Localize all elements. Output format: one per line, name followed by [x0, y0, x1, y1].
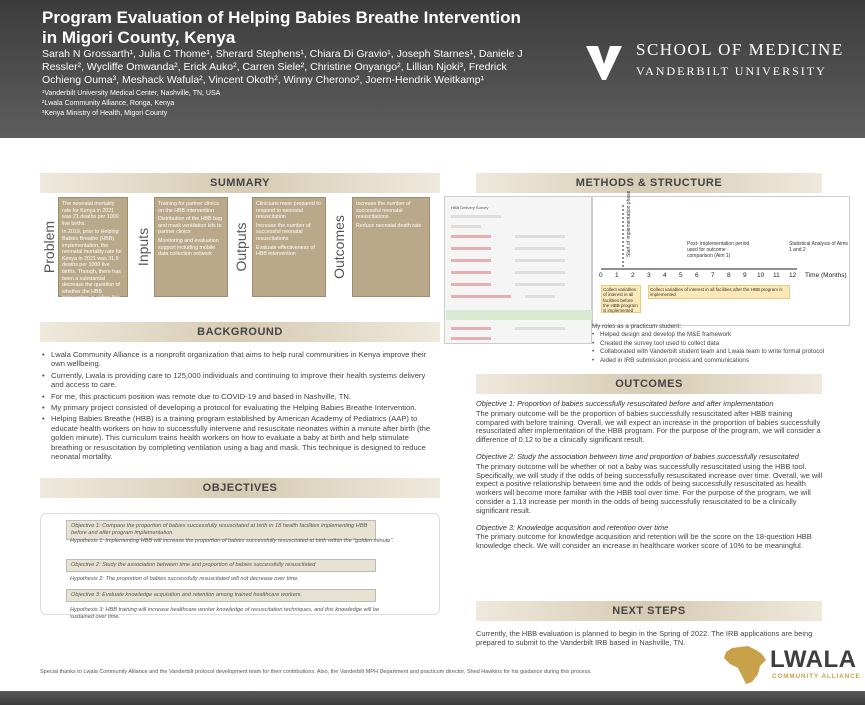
- lwala-subtitle: COMMUNITY ALLIANCE: [772, 673, 861, 680]
- problem-label: Problem: [41, 220, 57, 274]
- oak-leaf-v-icon: [584, 42, 624, 82]
- outcomes-section: [476, 400, 826, 559]
- tick-label: 0: [599, 272, 603, 279]
- affiliation-3: ³Kenya Ministry of Health, Migori County: [42, 110, 168, 117]
- outcome-3-heading: Objective 3: Knowledge acquisition and retention over time: [476, 522, 669, 532]
- tick-label: 7: [711, 272, 715, 279]
- outcomes-box: Increase the number of successful neonatal resuscitations Reduce neonatal death rate: [352, 197, 430, 297]
- outcome-2-heading: Objective 2: Study the association between time and proportion of babies successfully resuscitated: [476, 451, 799, 461]
- tick-label: 6: [695, 272, 699, 279]
- authors-line-1: Sarah N Grossarth¹, Julia C Thome¹, Sherard Stephens¹, Chiara Di Gravio¹, Joseph Starnes¹, Daniele J: [42, 48, 523, 60]
- objectives-heading: OBJECTIVES: [40, 478, 440, 498]
- authors-line-3: Ochieng Ouma³, Meshack Wafula², Vincent Okoth², Winny Cherono², Joern-Hendrik Weitkamp¹: [42, 74, 485, 86]
- tick-label: 5: [679, 272, 683, 279]
- footer-bar: [0, 691, 865, 705]
- survey-screenshot: [444, 196, 592, 344]
- hypothesis-2: Hypothesis 2: The proportion of babies successfully resuscitated will not decrease over time.: [70, 576, 299, 582]
- tick-label: 9: [743, 272, 747, 279]
- lwala-name: LWALA: [770, 646, 857, 673]
- outcomes-label: Outcomes: [331, 215, 347, 279]
- acknowledgements: Special thanks to Lwala Community Alliance and the Vanderbilt protocol development team for their contributions. Also, the Vanderbilt MPH Department and practicum director, Shed Hawkins for his guidance during this process.: [40, 669, 592, 675]
- list-item: • For me, this practicum position was remote due to COVID-19 and based in Nashville, TN.: [42, 392, 432, 401]
- timeline-diagram: [592, 190, 850, 326]
- statistical-analysis-label: Statistical Analysis of Aims 1 and 2: [789, 241, 848, 253]
- affiliation-2: ²Lwala Community Alliance, Ronga, Kenya: [42, 100, 175, 107]
- tick-label: 2: [631, 272, 635, 279]
- title-line-1: Program Evaluation of Helping Babies Breathe Intervention: [42, 8, 521, 27]
- tick-label: 3: [647, 272, 651, 279]
- title-line-2: in Migori County, Kenya: [42, 28, 236, 47]
- outputs-box: Clinicians more prepared to respond to neonatal resuscitation Increase the number of successful neonatal resuscitations Evaluate effectiveness of HBB intervention: [252, 197, 326, 297]
- tick-label: 8: [727, 272, 731, 279]
- background-heading: BACKGROUND: [40, 322, 440, 342]
- outputs-label: Outputs: [233, 222, 249, 272]
- lwala-logo: [722, 644, 861, 686]
- affiliations: [42, 89, 562, 119]
- summary-section: [40, 193, 440, 306]
- outcome-1-heading: Objective 1: Proportion of babies successfully resuscitated before and after implementation: [476, 399, 774, 408]
- practicum-roles: [592, 323, 850, 365]
- tick-label: 4: [663, 272, 667, 279]
- africa-map-icon: [722, 644, 768, 686]
- tick-label: 10: [757, 272, 765, 279]
- pre-collection-box: Collect variables of interest in all facilities before the HBB program is implemented: [601, 285, 641, 313]
- authors-line-2: Ressler², Wycliffe Omwanda², Erick Auko², Carren Siele², Christine Onyango², Lillian Njoki³, Fredrick: [42, 61, 507, 73]
- author-list: [42, 48, 562, 87]
- tick-label: 1: [615, 272, 619, 279]
- list-item: • Collaborated with Vanderbilt student team and Lwala team to write formal protocol: [592, 348, 850, 356]
- outcome-1-text: The primary outcome will be the proportion of babies successfully resuscitated after HBB training compared with before training. Overall, we will expect an increase in the proportion of babies successfully resuscitated after implementation of the HBB program. For the purpose of the program, we will consider a difference of 0.12 to be a clinically significant result.: [476, 408, 821, 445]
- vanderbilt-logo: [584, 40, 844, 84]
- outcomes-heading: OUTCOMES: [476, 374, 822, 394]
- inputs-label: Inputs: [135, 227, 151, 267]
- axis-label: Time (Months): [805, 272, 847, 279]
- implementation-start-label: Start of implementation phase: [626, 190, 632, 257]
- poster-header: [0, 0, 865, 138]
- post-implementation-label: Post- implementation period used for outcome comparison (Aim 1): [687, 241, 750, 259]
- hypothesis-3: Hypothesis 3: HBB training will increase healthcare worker knowledge of resuscitation techniques, and this knowledge will be sustained over time.: [70, 607, 380, 620]
- objective-3: Objective 3: Evaluate knowledge acquisition and retention among trained healthcare workers.: [66, 589, 376, 602]
- objective-1: Objective 1: Compare the proportion of babies successfully resuscitated at birth in 18 health facilities implementing HBB before and after program implementation.: [66, 520, 376, 540]
- survey-highlight-row: [446, 310, 592, 320]
- poster-title: [42, 8, 562, 48]
- list-item: • Aided in IRB submission process and communications: [592, 357, 850, 365]
- summary-heading: SUMMARY: [40, 173, 440, 193]
- next-steps-heading: NEXT STEPS: [476, 601, 822, 621]
- list-item: • Lwala Community Alliance is a nonprofit organization that aims to help rural communities in Kenya improve their own wellbeing.: [42, 350, 432, 369]
- tick-label: 11: [773, 272, 780, 279]
- roles-heading: My roles as a practicum student:: [592, 323, 682, 330]
- next-steps-text: Currently, the HBB evaluation is planned to begin in the Spring of 2022. The IRB applications are being prepared to submit to the Vanderbilt IRB based in Nashville, TN.: [476, 629, 813, 647]
- problem-box: The neonatal mortality rate for Kenya in 2021 was 21 deaths per 1000 live births. In 2019, prior to Helping Babies Breathe (HBB) implementation, the neonatal mortality rate for Kenya in 2021 was 31.9 deaths per 1000 live births. Though, there has been a substantial decrease the question of whether the HBB intervention is aiding this decrease still exists.: [58, 197, 128, 297]
- list-item: • Helping Babies Breathe (HBB) is a training program established by American Academy of Pediatrics (AAP) to educate health workers on how to successfully intervene and resuscitate neonates within a minute after birth (the golden minute). This curriculum trains health workers on how to evaluate a baby at birth and help stimulate breathing or resuscitation by completing ventilation using a bag and mask. This technique is designed to reduce neonatal mortality.: [42, 414, 432, 461]
- hypothesis-1: Hypothesis 1: Implementing HBB will increase the proportion of babies successfully resuscitated at birth within the "golden minute".: [70, 538, 394, 544]
- list-item: • Currently, Lwala is providing care to 125,000 individuals and continuing to improve their health systems delivery and access to care.: [42, 371, 432, 390]
- list-item: • My primary project consisted of developing a protocol for evaluating the Helping Babies Breathe Intervention.: [42, 403, 432, 412]
- list-item: • Helped design and develop the M&E framework: [592, 331, 850, 339]
- tick-label: 12: [789, 272, 797, 279]
- logo-vanderbilt-university: VANDERBILT UNIVERSITY: [636, 64, 827, 78]
- objectives-section: [40, 503, 440, 623]
- methods-heading: METHODS & STRUCTURE: [476, 173, 822, 193]
- list-item: • Created the survey tool used to collect data: [592, 340, 850, 348]
- survey-title: HBB Delivery Survey: [451, 205, 489, 210]
- logo-school-of-medicine: SCHOOL OF MEDICINE: [636, 40, 844, 59]
- affiliation-1: ¹Vanderbilt University Medical Center, Nashville, TN, USA: [42, 90, 221, 97]
- objective-2: Objective 2: Study the association between time and proportion of babies successfully resuscitated: [66, 559, 376, 572]
- outcome-3-text: The primary outcome for knowledge acquisition and retention will be the score on the 18-question HBB knowledge check. We will consider an increase in healthcare worker score of 10% to be meaningful.: [476, 532, 812, 551]
- inputs-box: Training for partner clinics on the HBB intervention Distribution of the HBB bag and mask ventilation kits to partner clinics Monitoring and evaluation support including mobile data collection network: [154, 197, 228, 297]
- background-list: [42, 350, 432, 463]
- outcome-2-text: The primary outcome will be whether or not a baby was successfully resuscitated using the HBB tool. Specifically, we will study if the odds of being successfully resuscitated increase over time. Overall, we will expect a positive relationship between time and the odds of being successfully resuscitated as health workers will become more familiar with the HBB tool over time. For the purpose of the program, we will consider a 1.13 increase per month in the odds of being successfully resuscitated to be a clinically significant result.: [476, 461, 823, 515]
- post-collection-box: Collect variables of interest in all facilities after the HBB program is implemented: [648, 285, 790, 299]
